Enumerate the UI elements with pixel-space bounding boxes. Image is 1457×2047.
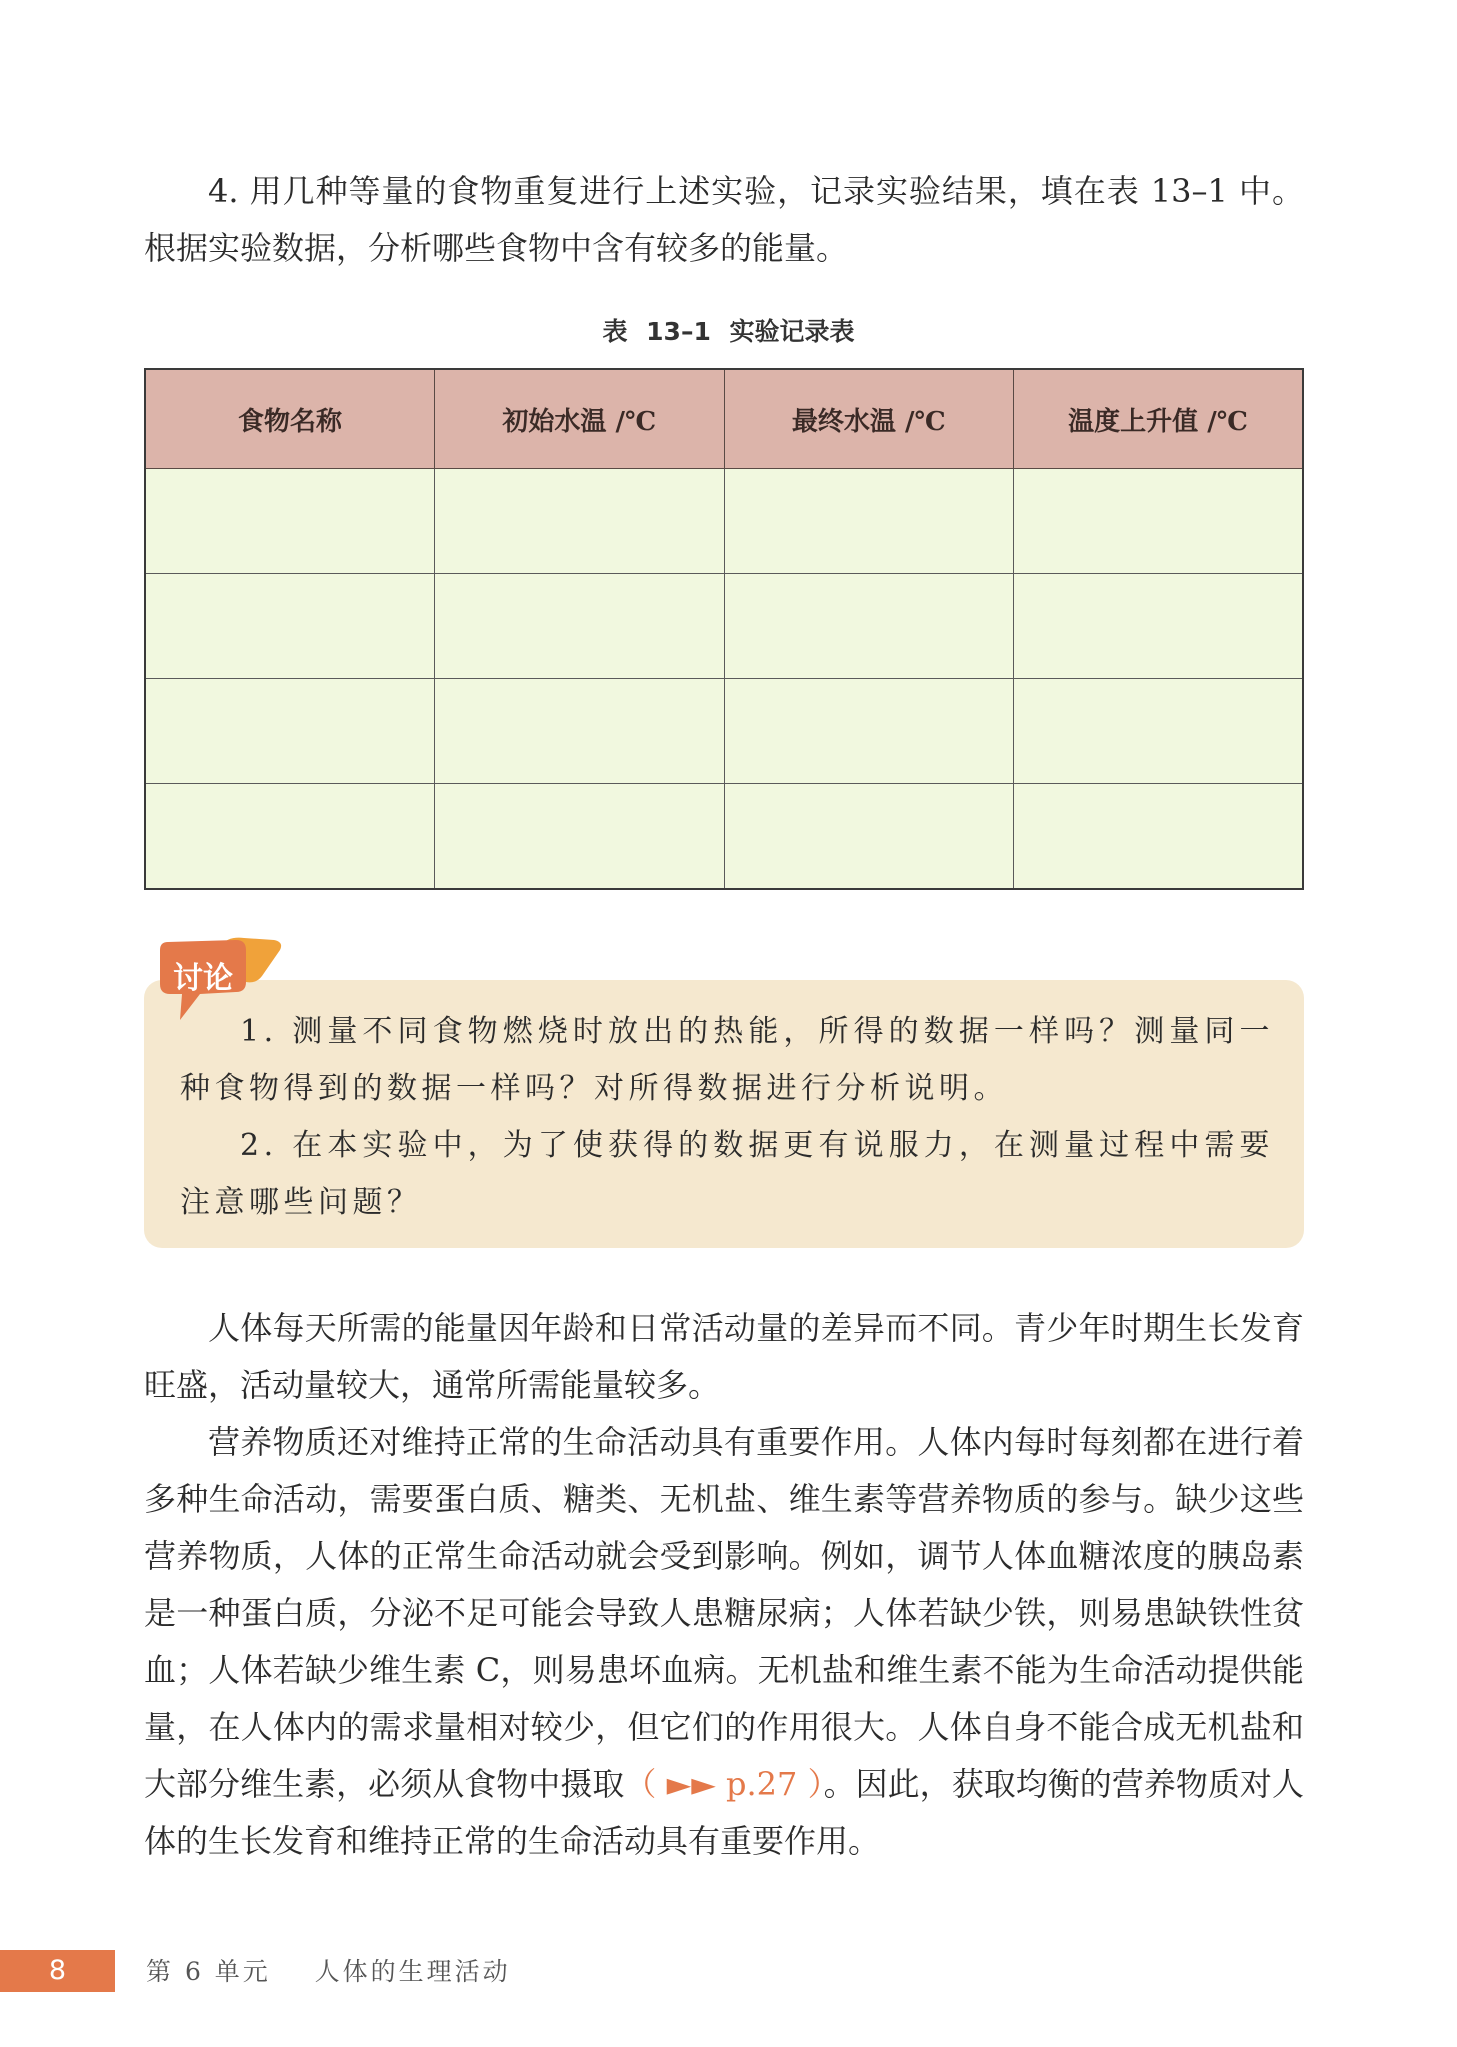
table-cell [435, 469, 725, 574]
page-reference-link[interactable]: （ ►► p.27 ） [624, 1765, 824, 1803]
header-initial-temp: 初始水温 /℃ [435, 369, 725, 469]
footer-unit-title: 第 6 单元 人体的生理活动 [146, 1957, 511, 1986]
table-cell [145, 679, 435, 784]
table-cell [1014, 784, 1304, 890]
table-cell [1014, 574, 1304, 679]
body-paragraph-1: 人体每天所需的能量因年龄和日常活动量的差异而不同。青少年时期生长发育旺盛，活动量较大，通常所需能量较多。 [144, 1309, 1304, 1404]
table-cell [724, 574, 1014, 679]
table-caption: 表 13–1 实验记录表 [602, 317, 855, 346]
table-cell [145, 469, 435, 574]
table-row [145, 784, 1303, 890]
table-cell [435, 784, 725, 890]
table-row [145, 679, 1303, 784]
table-row [145, 469, 1303, 574]
body-paragraph-2-end: 。因此，获取均衡的营养物质对人体的生长发育和维持正常的生命活动具有重要作用。 [144, 1765, 1304, 1860]
table-cell [724, 679, 1014, 784]
header-food-name: 食物名称 [145, 369, 435, 469]
table-cell [1014, 679, 1304, 784]
table-cell [724, 469, 1014, 574]
body-paragraph-2 [144, 1414, 1304, 1870]
discussion-label: 讨论 [173, 961, 233, 996]
header-temp-rise: 温度上升值 /℃ [1014, 369, 1304, 469]
table-row [145, 574, 1303, 679]
experiment-record-table [144, 368, 1304, 890]
discussion-question-1: 1. 测量不同食物燃烧时放出的热能，所得的数据一样吗？测量同一种食物得到的数据一样吗？对所得数据进行分析说明。 [180, 1014, 1274, 1106]
table-cell [1014, 469, 1304, 574]
discussion-questions [180, 1003, 1274, 1231]
intro-paragraph: 4. 用几种等量的食物重复进行上述实验，记录实验结果，填在表 13–1 中。根据实验数据，分析哪些食物中含有较多的能量。 [144, 172, 1304, 267]
table-cell [145, 784, 435, 890]
page-number: 8 [0, 1950, 115, 1992]
table-cell [435, 574, 725, 679]
table-cell [145, 574, 435, 679]
table-header-row [145, 369, 1303, 469]
body-paragraph-2-text: 营养物质还对维持正常的生命活动具有重要作用。人体内每时每刻都在进行着多种生命活动，需要蛋白质、糖类、无机盐、维生素等营养物质的参与。缺少这些营养物质，人体的正常生命活动就会受到影响。例如，调节人体血糖浓度的胰岛素是一种蛋白质，分泌不足可能会导致人患糖尿病；人体若缺少铁，则易患缺铁性贫血；人体若缺少维生素 C，则易患坏血病。无机盐和维生素不能为生命活动提供能量，在人体内的需求量相对较少，但它们的作用很大。人体自身不能合成无机盐和大部分维生素，必须从食物中摄取 [144, 1423, 1304, 1803]
table-cell [724, 784, 1014, 890]
header-final-temp: 最终水温 /℃ [724, 369, 1014, 469]
discussion-question-2: 2. 在本实验中，为了使获得的数据更有说服力，在测量过程中需要注意哪些问题？ [180, 1128, 1274, 1220]
table-cell [435, 679, 725, 784]
